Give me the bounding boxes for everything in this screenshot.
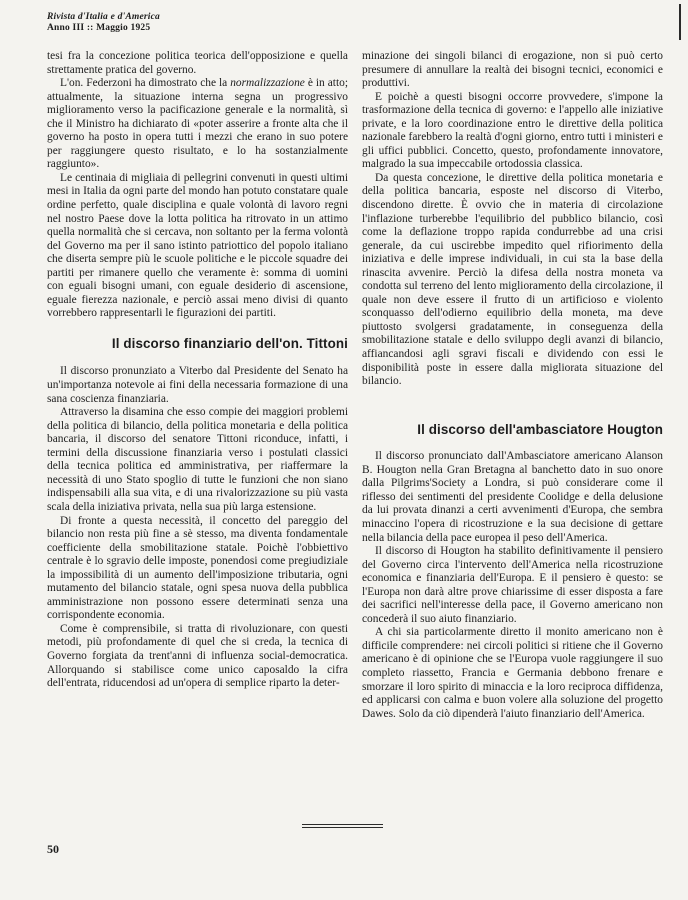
paragraph-text: L'on. Federzoni ha dimostrato che la xyxy=(60,77,231,90)
paragraph: Il discorso pronunziato a Viterbo dal Presidente del Senato ha un'importanza notevole ai fini della necessaria formazione di una sana coscienza finanziaria. xyxy=(47,365,348,405)
journal-title: Rivista d'Italia e d'America xyxy=(47,12,160,22)
paragraph: Il discorso pronunciato dall'Ambasciatore americano Alanson B. Hougton nella Gran Bretagna al banchetto dato in suo onore dalla Pilgrims'Society a Londra, si può considerare come il riflesso dei sentimenti del presidente Coolidge e della delusione da lui provata dinanzi a certi avvenimenti d'Europa, che sembra minaccino l'opera di ricostruzione e la sua decisione di gettare nella bilancia della pace europea il peso dell'America. xyxy=(362,450,663,544)
paragraph: Il discorso di Hougton ha stabilito definitivamente il pensiero del Governo circa l'intervento dell'America nella ricostruzione economica e finanziaria dell'Europa. E il pensiero è questo: se l'Europa non darà altre prove chiarissime di esser disposta a fare dei sacrifici nell'interesse della pace, il Governo americano non concederà il suo aiuto finanziario. xyxy=(362,545,663,625)
paragraph: Come è comprensibile, si tratta di rivoluzionare, con questi metodi, più profondamente di quel che si creda, la tecnica di Governo forgiata da trent'anni di influenza social-democratica. Allorquando si stabilisce come unico caposaldo la cifra dell'entrata, riducendosi ad un'opera di semplice riparto la deter- xyxy=(47,622,348,690)
paragraph: Di fronte a questa necessità, il concetto del pareggio del bilancio non resta più fine a sè stesso, ma diventa fondamentale coefficiente della smobilitazione statale. Poichè l'obbiettivo centrale è lo sgravio delle imposte, ponendosi come pregiudiziale la impossibilità di un aumento dell'imposizione tributaria, ogni mutamento del bilancio statale, ogni spesa nuova della pubblica amministrazione non possono essere determinati senza una corrispondente economia. xyxy=(47,514,348,622)
emphasis-text: normalizzazione xyxy=(230,77,305,90)
section-heading-hougton: Il discorso dell'ambasciatore Hougton xyxy=(417,421,663,437)
paragraph: E poichè a questi bisogni occorre provvedere, s'impone la trasformazione della tecnica di governo: e l'appello alle iniziative private, e la loro coordinazione entro le direttive della politica nazionale farebbero la realtà d'ogni giorno, entro tutti i ministeri e gli uffici pubblici. Concetto, questo, profondamente innovatore, malgrado la sua impeccabile ortodossia classica. xyxy=(362,90,663,171)
running-header xyxy=(47,12,160,34)
left-column xyxy=(47,50,348,691)
paragraph: Le centinaia di migliaia di pellegrini convenuti in questi ultimi mesi in Italia da ogni parte del mondo han potuto constatare quale ordine perfetto, quale disciplina e quale volontà di lavoro regni nel nostro Paese dove la lotta politica ha ritrovato in un attimo quella normalità che si cercava, non soltanto per la ferma volontà del Governo ma per il sano istinto patriottico del popolo italiano che diserta sempre più le scuole politiche e le piccole squadre dei partiti per rimanere quello che veramente è: somma di uomini con eguali bisogni umani, con eguale desiderio di ascensione, eguale fierezza nazionale, e perciò assai meno divisi di quanto vorrebbero rappresentarli le figurazioni dei partiti. xyxy=(47,171,348,320)
paragraph: A chi sia particolarmente diretto il monito americano non è difficile comprendere: nei circoli politici si ritiene che il Governo americano è di opinione che se l'Europa vuole raggiungere il suo completo riassetto, Francia e Germania debbono frenare e smorzare il loro spirito di minaccia e la loro reciproca diffidenza, ed applicarsi con calma e buon volere alla soluzione del progetto Dawes. Solo da ciò dipenderà l'aiuto finanziario dell'America. xyxy=(362,626,663,720)
end-rule xyxy=(302,824,383,825)
paragraph: tesi fra la concezione politica teorica dell'opposizione e quella strettamente pratica del governo. xyxy=(47,50,348,76)
page-number: 50 xyxy=(47,842,59,856)
paragraph-text: è in atto; attualmente, la situazione interna segna un progressivo miglioramento verso la pacificazione generale e la normalità, sì che il Ministro ha dichiarato di «poter asserire a fronte alta che il governo ha posto in opera tutti i mezzi che erano in suo potere per raggiungere questo risultato, e lo ha sostanzialmente raggiunto». xyxy=(47,77,348,171)
issue-date: Anno III :: Maggio 1925 xyxy=(47,23,151,33)
end-rule xyxy=(302,827,383,828)
page-edge-mark xyxy=(679,4,681,40)
right-column xyxy=(362,50,663,721)
paragraph: minazione dei singoli bilanci di erogazione, non si può certo presumere di annullare la realtà dei bisogni tecnici, economici e produttivi. xyxy=(362,50,663,90)
section-heading-tittoni: Il discorso finanziario dell'on. Tittoni xyxy=(111,335,348,351)
paragraph: Da questa concezione, le direttive della politica monetaria e della politica bancaria, esposte nel discorso di Viterbo, discendono dirette. È ovvio che in materia di circolazione l'inflazione turberebbe l'equilibrio del pubblico bilancio, così come la deflazione troppo rapida condurrebbe ad una crisi generale, da cui uscirebbe impedito quel rifiorimento della iniziativa e delle imprese individuali, in cui sta la base della rinascita avvenire. Perciò la difesa della nostra moneta va condotta sul terreno del lento miglioramento della circolazione, il quale non deve essere il frutto di un artificioso e violento sconquasso dell'odierno equilibrio della moneta, ma deve piuttosto svolgersi gradatamente, in conseguenza della smobilitazione statale e dello sviluppo degli avanzi di bilancio, affiancandosi agli sgravi fiscali e dividendo con essi le disponibilità poste in essere dalla migliorata situazione del bilancio. xyxy=(362,171,663,388)
paragraph: Attraverso la disamina che esso compie dei maggiori problemi della politica di bilancio, della politica monetaria e della politica bancaria, il discorso del senatore Tittoni riconduce, infatti, i termini della discussione finanziaria verso i postulati classici della tecnica politica ed amministrativa, per riaffermare la necessità di uno Stato spoglio di tutte le funzioni che non siano indispensabili alla sua vita, e di una rivalorizzazione su più vasta scala della iniziativa privata, nella sua più larga estensione. xyxy=(47,406,348,513)
paragraph xyxy=(47,77,348,172)
